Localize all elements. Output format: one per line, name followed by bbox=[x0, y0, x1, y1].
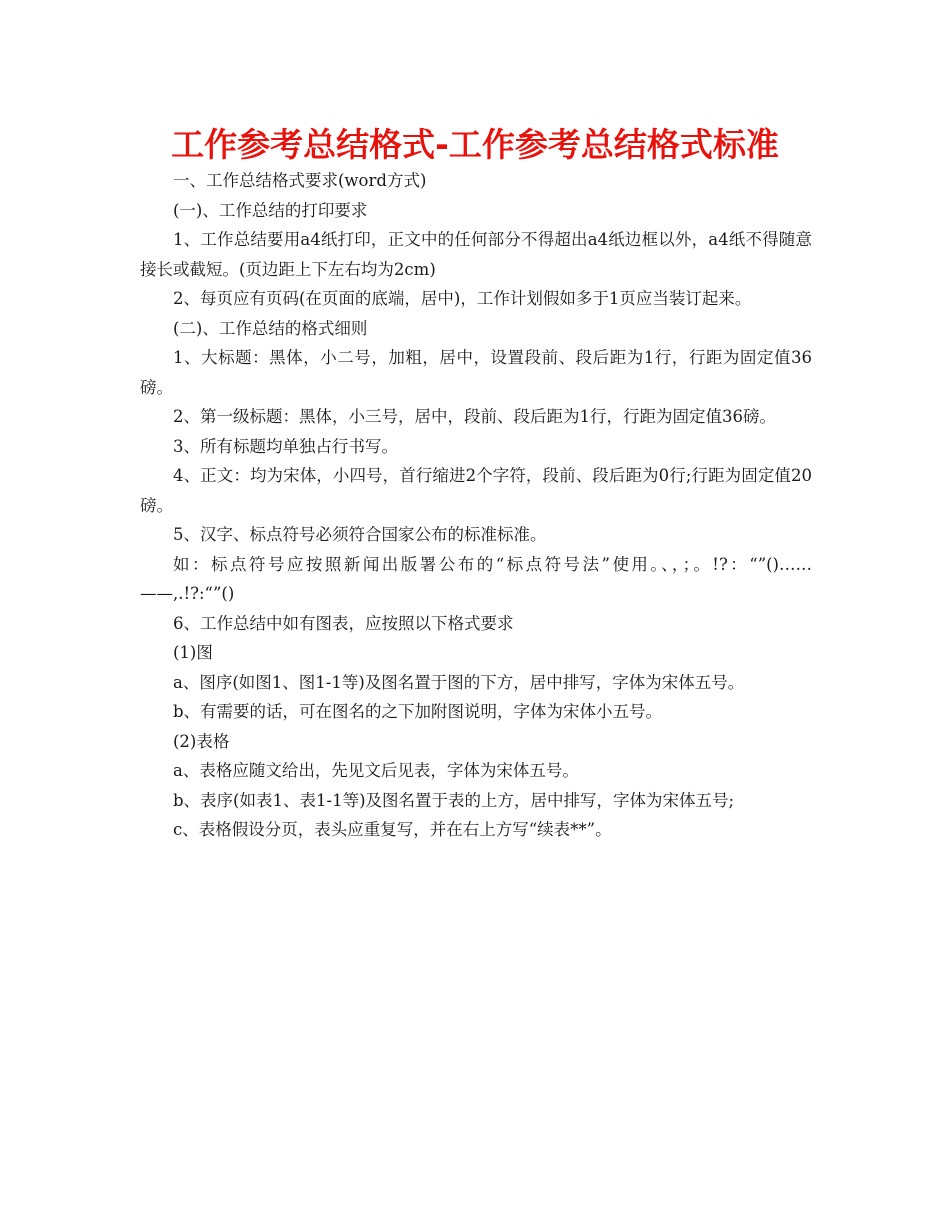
paragraph: c、表格假设分页，表头应重复写，并在右上方写“续表**”。 bbox=[173, 820, 612, 839]
section-heading: 一、工作总结格式要求(word方式) bbox=[173, 171, 427, 190]
paragraph: 1、工作总结要用a4纸打印，正文中的任何部分不得超出a4纸边框以外，a4纸不得随意接长或截短。(页边距上下左右均为2cm) bbox=[140, 230, 812, 279]
paragraph: 2、第一级标题：黑体，小三号，居中，段前、段后距为1行，行距为固定值36磅。 bbox=[173, 407, 776, 426]
list-heading: (1)图 bbox=[173, 643, 213, 662]
paragraph: b、表序(如表1、表1-1等)及图名置于表的上方，居中排写，字体为宋体五号; bbox=[173, 790, 735, 810]
paragraph: 5、汉字、标点符号必须符合国家公布的标准标准。 bbox=[173, 525, 547, 544]
subsection-heading: (一)、工作总结的打印要求 bbox=[173, 200, 368, 220]
paragraph: a、图序(如图1、图1-1等)及图名置于图的下方，居中排写，字体为宋体五号。 bbox=[173, 672, 745, 692]
paragraph: 如：标点符号应按照新闻出版署公布的“标点符号法”使用。、，；。!?：“”()……——,.!?:“”() bbox=[140, 554, 812, 603]
paragraph: 4、正文：均为宋体，小四号，首行缩进2个字符，段前、段后距为0行;行距为固定值20磅。 bbox=[140, 466, 812, 515]
paragraph: 3、所有标题均单独占行书写。 bbox=[173, 436, 398, 456]
paragraph: b、有需要的话，可在图名的之下加附图说明，字体为宋体小五号。 bbox=[173, 702, 663, 721]
subsection-heading: (二)、工作总结的格式细则 bbox=[173, 318, 368, 338]
paragraph: 1、大标题：黑体，小二号，加粗，居中，设置段前、段后距为1行，行距为固定值36磅。 bbox=[140, 348, 812, 397]
document-body bbox=[140, 166, 812, 845]
paragraph: a、表格应随文给出，先见文后见表，字体为宋体五号。 bbox=[173, 761, 579, 780]
paragraph: 2、每页应有页码(在页面的底端，居中)，工作计划假如多于1页应当装订起来。 bbox=[173, 289, 752, 308]
paragraph: 6、工作总结中如有图表，应按照以下格式要求 bbox=[173, 613, 514, 633]
list-heading: (2)表格 bbox=[173, 731, 230, 751]
document-title: 工作参考总结格式-工作参考总结格式标准 bbox=[171, 125, 779, 164]
